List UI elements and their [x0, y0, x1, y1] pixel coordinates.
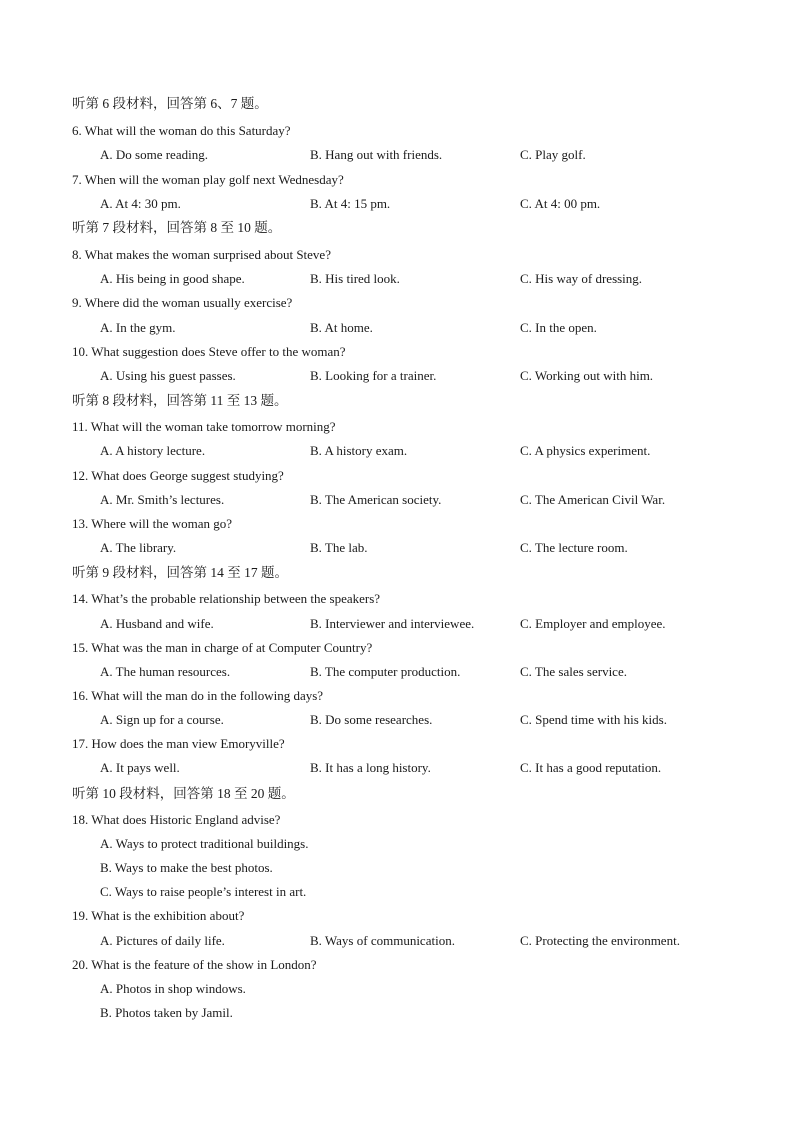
question-13-option-a: A. The library.	[100, 540, 177, 555]
question-7: 7. When will the woman play golf next Wednesday?	[72, 172, 344, 187]
section-heading: 听第 9 段材料，回答第 14 至 17 题。	[72, 565, 288, 580]
question-7-option-a: A. At 4: 30 pm.	[100, 196, 181, 211]
question-7-option-c: C. At 4: 00 pm.	[520, 196, 601, 211]
question-16-option-a: A. Sign up for a course.	[100, 712, 224, 727]
question-20: 20. What is the feature of the show in London?	[72, 957, 317, 972]
question-11-option-c: C. A physics experiment.	[520, 443, 651, 458]
question-9-option-b: B. At home.	[310, 320, 373, 335]
question-6-option-a: A. Do some reading.	[100, 147, 208, 162]
section-heading: 听第 10 段材料，回答第 18 至 20 题。	[72, 786, 295, 801]
question-15-option-a: A. The human resources.	[100, 664, 231, 679]
question-16-option-b: B. Do some researches.	[310, 712, 433, 727]
question-18-option-c: C. Ways to raise people’s interest in art.	[100, 884, 307, 899]
question-12-option-a: A. Mr. Smith’s lectures.	[100, 492, 225, 507]
question-6-option-c: C. Play golf.	[520, 147, 586, 162]
question-13-option-c: C. The lecture room.	[520, 540, 628, 555]
question-8-option-c: C. His way of dressing.	[520, 271, 643, 286]
question-15-option-c: C. The sales service.	[520, 664, 627, 679]
question-12: 12. What does George suggest studying?	[72, 468, 284, 483]
question-20-option-b: B. Photos taken by Jamil.	[100, 1005, 233, 1020]
question-19-option-c: C. Protecting the environment.	[520, 933, 680, 948]
question-9-option-c: C. In the open.	[520, 320, 597, 335]
question-9: 9. Where did the woman usually exercise?	[72, 295, 293, 310]
section-heading: 听第 8 段材料，回答第 11 至 13 题。	[72, 393, 288, 408]
question-16-option-c: C. Spend time with his kids.	[520, 712, 667, 727]
question-14-option-b: B. Interviewer and interviewee.	[310, 616, 475, 631]
question-10-option-c: C. Working out with him.	[520, 368, 654, 383]
question-14: 14. What’s the probable relationship between the speakers?	[72, 591, 381, 606]
question-7-option-b: B. At 4: 15 pm.	[310, 196, 391, 211]
question-11-option-b: B. A history exam.	[310, 443, 408, 458]
question-10-option-a: A. Using his guest passes.	[100, 368, 236, 383]
question-13-option-b: B. The lab.	[310, 540, 368, 555]
question-17: 17. How does the man view Emoryville?	[72, 736, 285, 751]
question-19: 19. What is the exhibition about?	[72, 908, 245, 923]
question-18-option-a: A. Ways to protect traditional buildings.	[100, 836, 309, 851]
question-9-option-a: A. In the gym.	[100, 320, 176, 335]
question-19-option-a: A. Pictures of daily life.	[100, 933, 225, 948]
question-17-option-a: A. It pays well.	[100, 760, 180, 775]
section-heading: 听第 6 段材料，回答第 6、7 题。	[72, 96, 268, 111]
question-10: 10. What suggestion does Steve offer to the woman?	[72, 344, 346, 359]
question-16: 16. What will the man do in the following days?	[72, 688, 324, 703]
question-17-option-b: B. It has a long history.	[310, 760, 431, 775]
question-18: 18. What does Historic England advise?	[72, 812, 281, 827]
question-15-option-b: B. The computer production.	[310, 664, 461, 679]
question-12-option-c: C. The American Civil War.	[520, 492, 666, 507]
question-14-option-a: A. Husband and wife.	[100, 616, 214, 631]
question-8-option-b: B. His tired look.	[310, 271, 400, 286]
question-15: 15. What was the man in charge of at Computer Country?	[72, 640, 373, 655]
question-19-option-b: B. Ways of communication.	[310, 933, 455, 948]
question-12-option-b: B. The American society.	[310, 492, 442, 507]
question-14-option-c: C. Employer and employee.	[520, 616, 666, 631]
question-20-option-a: A. Photos in shop windows.	[100, 981, 246, 996]
question-8-option-a: A. His being in good shape.	[100, 271, 245, 286]
question-11-option-a: A. A history lecture.	[100, 443, 206, 458]
question-18-option-b: B. Ways to make the best photos.	[100, 860, 273, 875]
question-6-option-b: B. Hang out with friends.	[310, 147, 443, 162]
question-8: 8. What makes the woman surprised about Steve?	[72, 247, 331, 262]
question-11: 11. What will the woman take tomorrow morning?	[72, 419, 336, 434]
question-13: 13. Where will the woman go?	[72, 516, 233, 531]
question-17-option-c: C. It has a good reputation.	[520, 760, 662, 775]
question-10-option-b: B. Looking for a trainer.	[310, 368, 437, 383]
section-heading: 听第 7 段材料，回答第 8 至 10 题。	[72, 220, 282, 235]
question-6: 6. What will the woman do this Saturday?	[72, 123, 291, 138]
